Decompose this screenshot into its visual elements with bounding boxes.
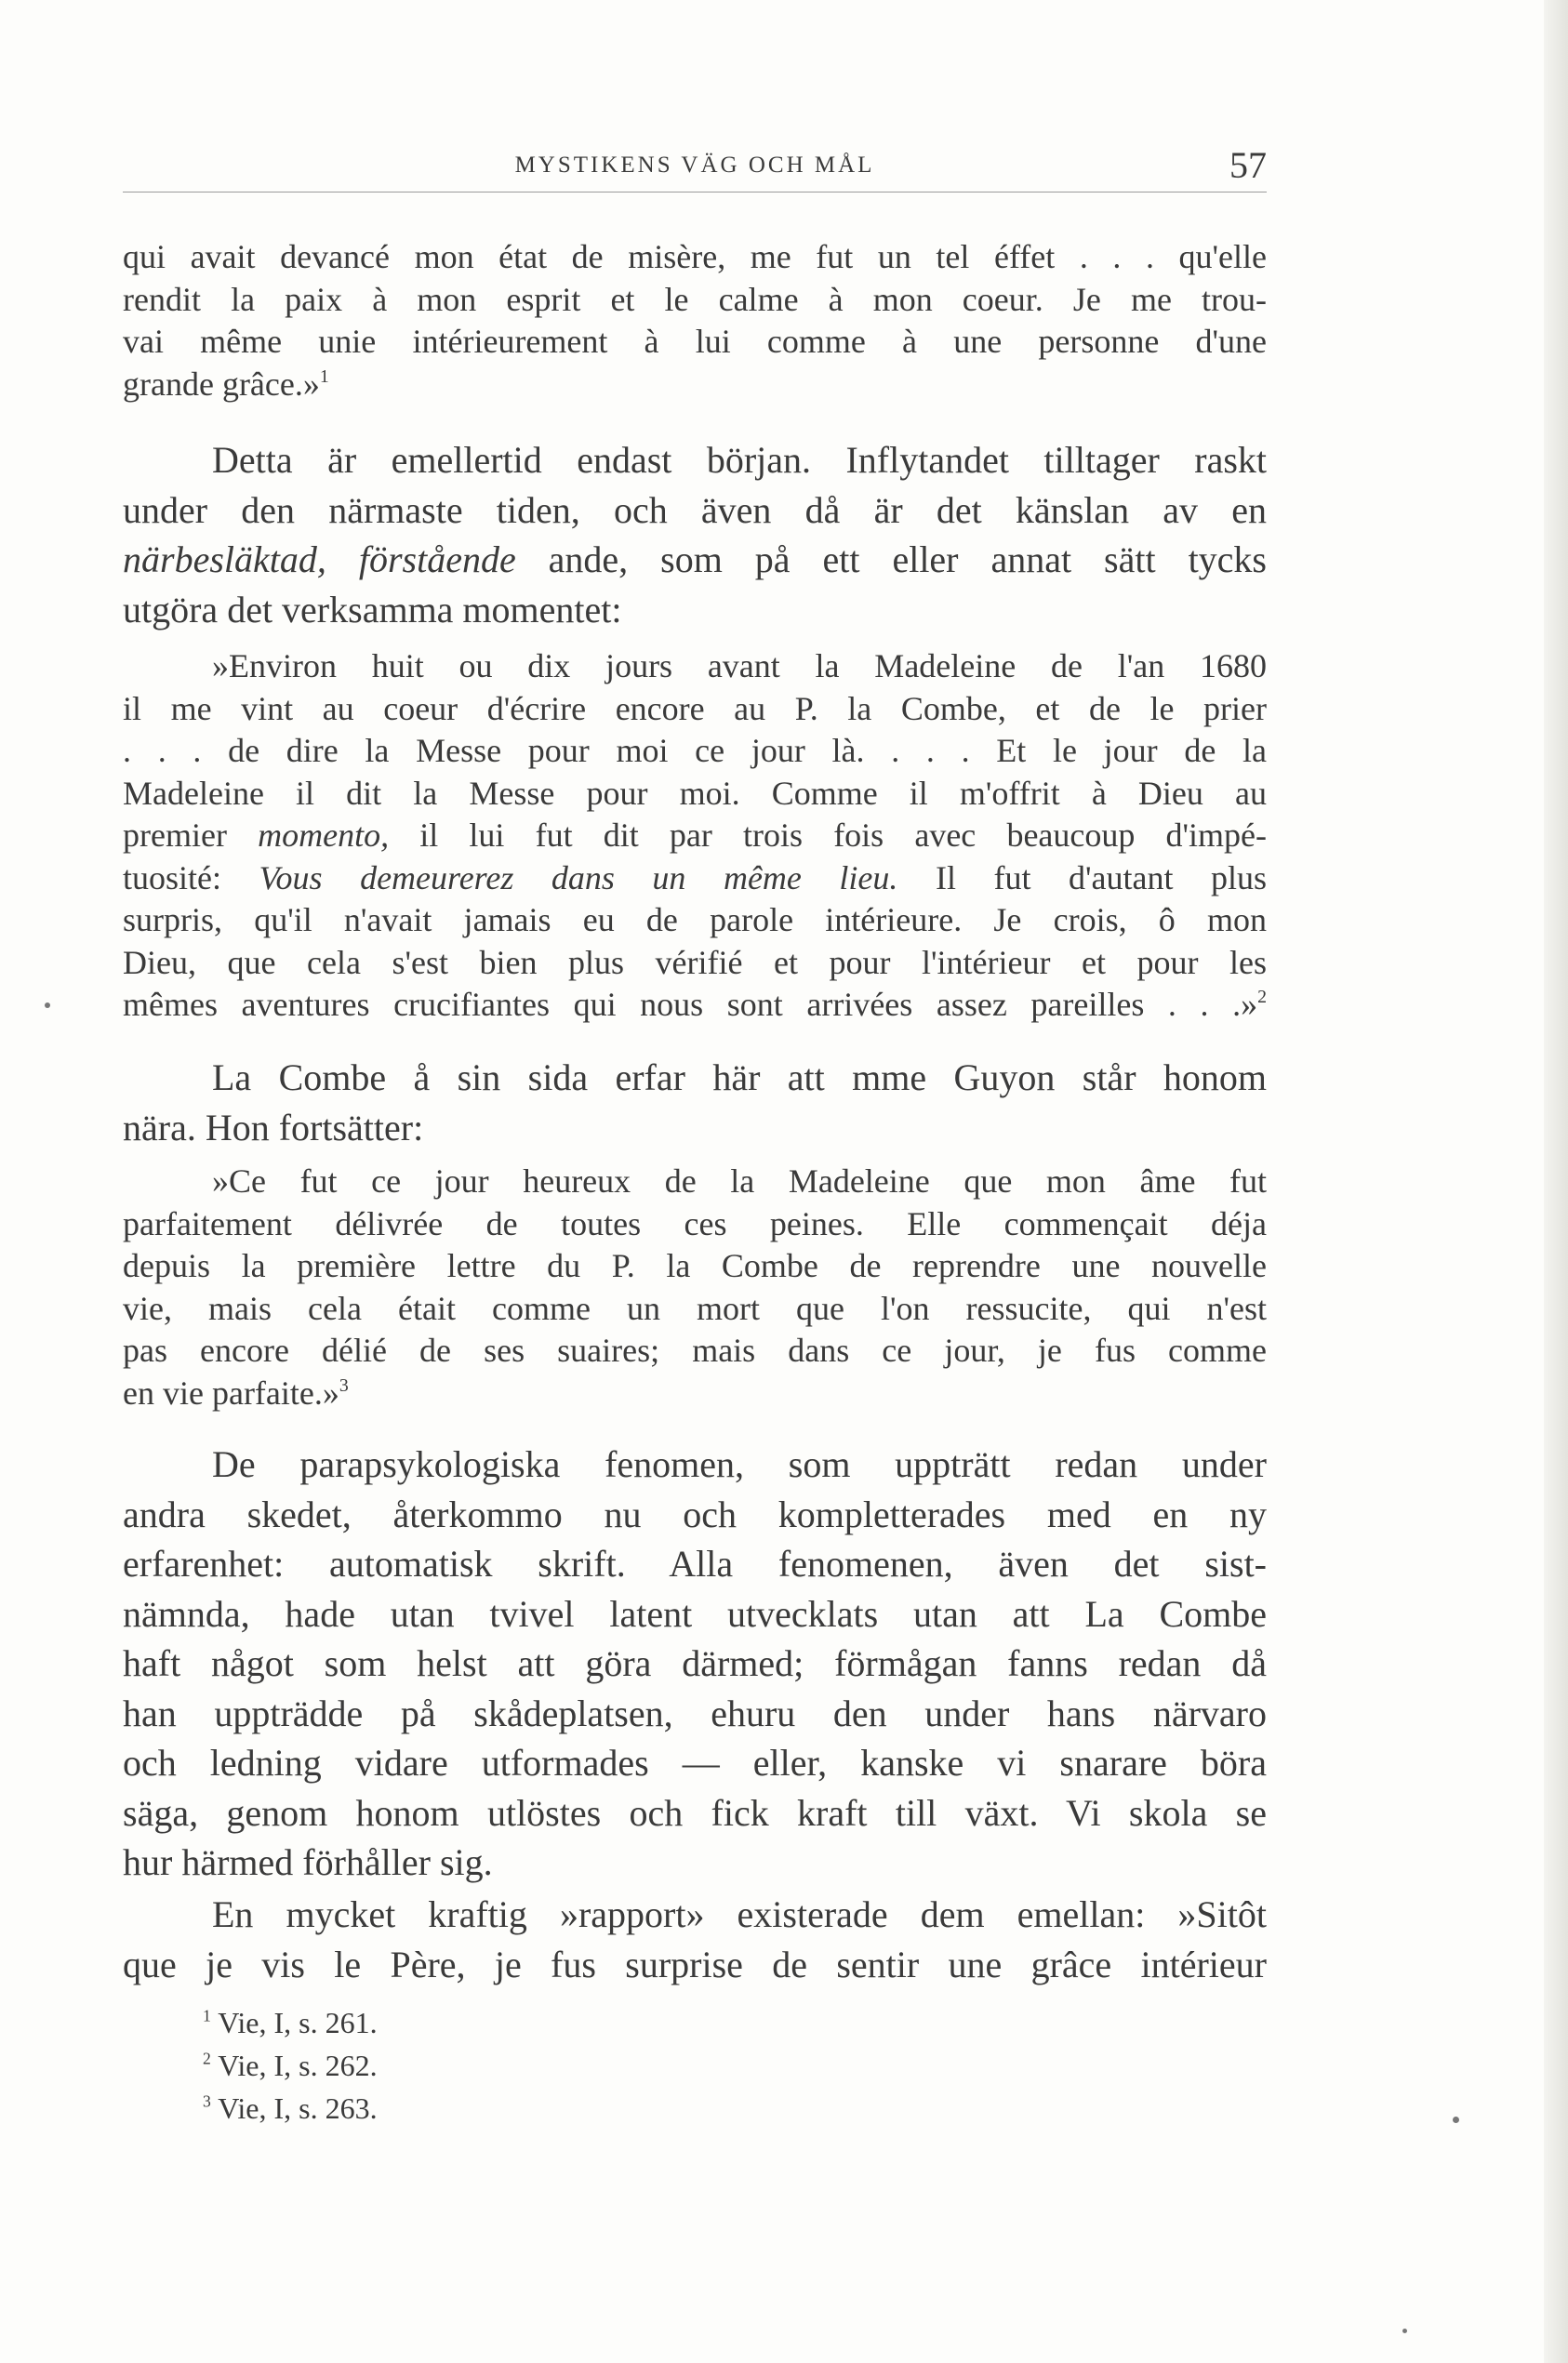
text-line: mêmes aventures crucifiantes qui nous sont arrivées assez pareilles . . .»$^2$	[123, 986, 1267, 1023]
text-line: en vie parfaite.»$^3$	[123, 1374, 349, 1412]
text-line: Dieu, que cela s'est bien plus vérifié et pour l'intérieur et pour les	[123, 943, 1267, 981]
text-line: En mycket kraftig »rapport» existerade dem emellan: »Sitôt	[212, 1893, 1267, 1935]
text-line: under den närmaste tiden, och även då är det känslan av en	[123, 488, 1267, 531]
quote-paragraph-1	[123, 236, 1267, 405]
body-paragraph-7	[123, 1890, 1267, 1989]
text-line: que je vis le Père, je fus surprise de sentir une grâce intérieur	[123, 1943, 1267, 1985]
paper-speck	[1453, 2117, 1459, 2123]
paper-speck	[1402, 2329, 1407, 2333]
text-line: Madeleine il dit la Messe pour moi. Comme il m'offrit à Dieu au	[123, 774, 1267, 812]
text-line: surpris, qu'il n'avait jamais eu de parole intérieure. Je crois, ô mon	[123, 901, 1267, 938]
page-edge	[1544, 0, 1568, 2363]
paper-speck	[45, 1002, 50, 1008]
text-line: nära. Hon fortsätter:	[123, 1106, 424, 1148]
body-paragraph-2	[123, 435, 1267, 634]
italic-phrase: Vous demeurerez dans un même lieu.	[259, 858, 898, 896]
text-line: vai même unie intérieurement à lui comme à une personne d'une	[123, 323, 1267, 360]
text-line: utgöra det verksamma momentet:	[123, 588, 622, 631]
page-number: 57	[1229, 144, 1267, 186]
text-line: pas encore délié de ses suaires; mais dans ce jour, je fus comme	[123, 1332, 1267, 1369]
text-line: »Ce fut ce jour heureux de la Madeleine que mon âme fut	[212, 1162, 1267, 1200]
text-line: grande grâce.»$^1$	[123, 365, 329, 403]
text-line: De parapsykologiska fenomen, som uppträtt redan under	[212, 1443, 1267, 1485]
text-line: erfarenhet: automatisk skrift. Alla fenomenen, även det sist-	[123, 1543, 1267, 1585]
footnote-number: 2	[203, 2049, 211, 2068]
text-line: nämnda, hade utan tvivel latent utvecklats utan att La Combe	[123, 1592, 1267, 1635]
text-line: La Combe å sin sida erfar här att mme Guyon står honom	[212, 1056, 1267, 1098]
text-line: vie, mais cela était comme un mort que l'on ressucite, qui n'est	[123, 1289, 1267, 1327]
text-line: »Environ huit ou dix jours avant la Madeleine de l'an 1680	[212, 647, 1267, 684]
text-line: parfaitement délivrée de toutes ces peines. Elle commençait déja	[123, 1204, 1267, 1242]
footnote-ref: 1	[319, 365, 329, 387]
footnotes	[203, 2001, 378, 2130]
footnote-ref: 3	[339, 1374, 349, 1396]
footnote: $^2$ Vie, I, s. 262.	[203, 2049, 378, 2082]
text-line: han uppträdde på skådeplatsen, ehuru den under hans närvaro	[123, 1692, 1267, 1734]
text-line: andra skedet, återkommo nu och kompletterades med en ny	[123, 1493, 1267, 1535]
body-paragraph-4	[123, 1053, 1267, 1152]
footnote-number: 1	[203, 2006, 211, 2025]
body-paragraph-6	[123, 1440, 1267, 1888]
footnote: $^1$ Vie, I, s. 261.	[203, 2006, 378, 2039]
footnote-ref: 2	[1257, 987, 1267, 1008]
text-line: il me vint au coeur d'écrire encore au P. la Combe, et de le prier	[123, 689, 1267, 727]
text-line: Detta är emellertid endast början. Inflytandet tilltager raskt	[212, 439, 1267, 481]
footnote: $^3$ Vie, I, s. 263.	[203, 2091, 378, 2125]
quote-paragraph-3	[123, 645, 1267, 1027]
text-line: säga, genom honom utlöstes och fick kraft till växt. Vi skola se	[123, 1791, 1267, 1834]
page-header	[123, 144, 1267, 192]
italic-phrase: närbesläktad, förstående	[123, 538, 516, 580]
italic-phrase: momento,	[258, 816, 390, 854]
text-line: haft något som helst att göra därmed; förmågan fanns redan då	[123, 1642, 1267, 1684]
quote-paragraph-5	[123, 1161, 1267, 1414]
text-line: tuosité: Vous demeurerez dans un même lieu. Il fut d'autant plus	[123, 858, 1267, 896]
text-line: qui avait devancé mon état de misère, me fut un tel éffet . . . qu'elle	[123, 238, 1267, 275]
text-line: depuis la première lettre du P. la Combe de reprendre une nouvelle	[123, 1247, 1267, 1284]
text-line: premier momento, il lui fut dit par trois fois avec beaucoup d'impé-	[123, 816, 1267, 854]
text-line: rendit la paix à mon esprit et le calme à mon coeur. Je me trou-	[123, 280, 1267, 318]
text-line: närbesläktad, förstående ande, som på ett eller annat sätt tycks	[123, 538, 1268, 580]
text-line: . . . de dire la Messe pour moi ce jour là. . . . Et le jour de la	[123, 732, 1267, 769]
text-line: hur härmed förhåller sig.	[123, 1841, 493, 1883]
footnote-number: 3	[203, 2091, 211, 2111]
text-line: och ledning vidare utformades — eller, kanske vi snarare böra	[123, 1742, 1267, 1784]
running-head: MYSTIKENS VÄG OCH MÅL	[514, 153, 875, 178]
